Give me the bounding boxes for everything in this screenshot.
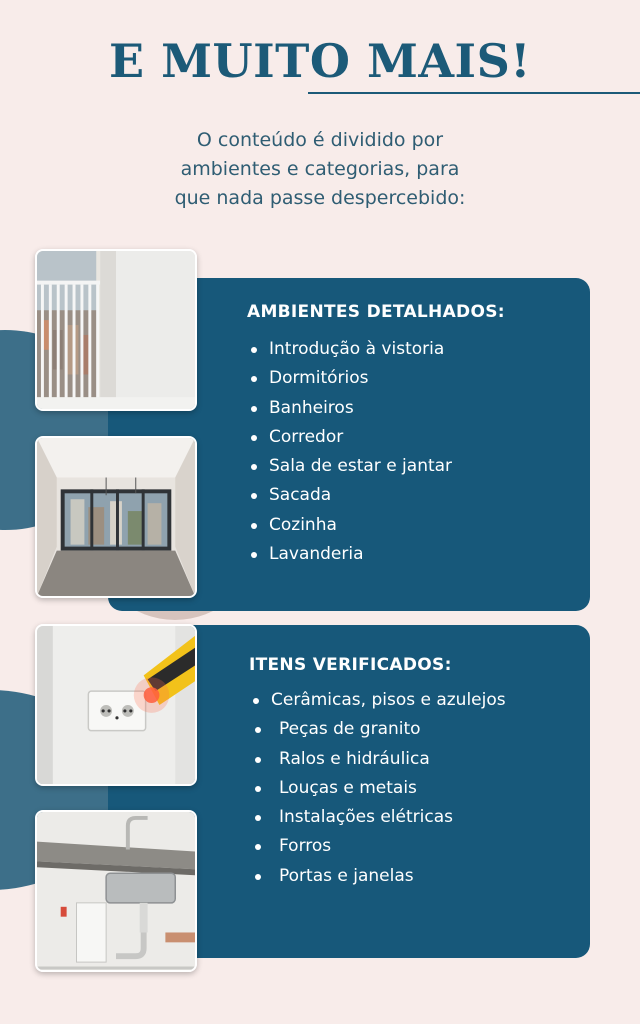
list-item: Banheiros xyxy=(247,394,452,423)
subtitle-line: O conteúdo é dividido por xyxy=(196,129,444,151)
itens-list xyxy=(249,686,506,891)
list-item: Ralos e hidráulica xyxy=(249,745,506,774)
list-item: Sala de estar e jantar xyxy=(247,452,452,481)
subtitle-line: que nada passe despercebido: xyxy=(174,187,466,209)
list-item: Sacada xyxy=(247,481,452,510)
list-item: Peças de granito xyxy=(249,715,506,744)
list-item: Introdução à vistoria xyxy=(247,335,452,364)
list-item: Dormitórios xyxy=(247,364,452,393)
list-item: Cozinha xyxy=(247,511,452,540)
outlet-tester-photo xyxy=(35,624,197,786)
subtitle xyxy=(90,126,550,213)
title-underline xyxy=(308,92,640,94)
list-item: Louças e metais xyxy=(249,774,506,803)
subtitle-line: ambientes e categorias, para xyxy=(180,158,460,180)
page-title: E MUITO MAIS! xyxy=(109,34,531,88)
list-item: Portas e janelas xyxy=(249,862,506,891)
list-item: Corredor xyxy=(247,423,452,452)
ambientes-list xyxy=(247,335,452,569)
list-item: Instalações elétricas xyxy=(249,803,506,832)
list-item: Forros xyxy=(249,832,506,861)
itens-heading: ITENS VERIFICADOS: xyxy=(249,655,452,675)
sink-plumbing-photo xyxy=(35,810,197,972)
list-item: Cerâmicas, pisos e azulejos xyxy=(249,686,506,715)
list-item: Lavanderia xyxy=(247,540,452,569)
ambientes-heading: AMBIENTES DETALHADOS: xyxy=(247,302,505,322)
living-room-photo xyxy=(35,436,197,598)
balcony-photo xyxy=(35,249,197,411)
